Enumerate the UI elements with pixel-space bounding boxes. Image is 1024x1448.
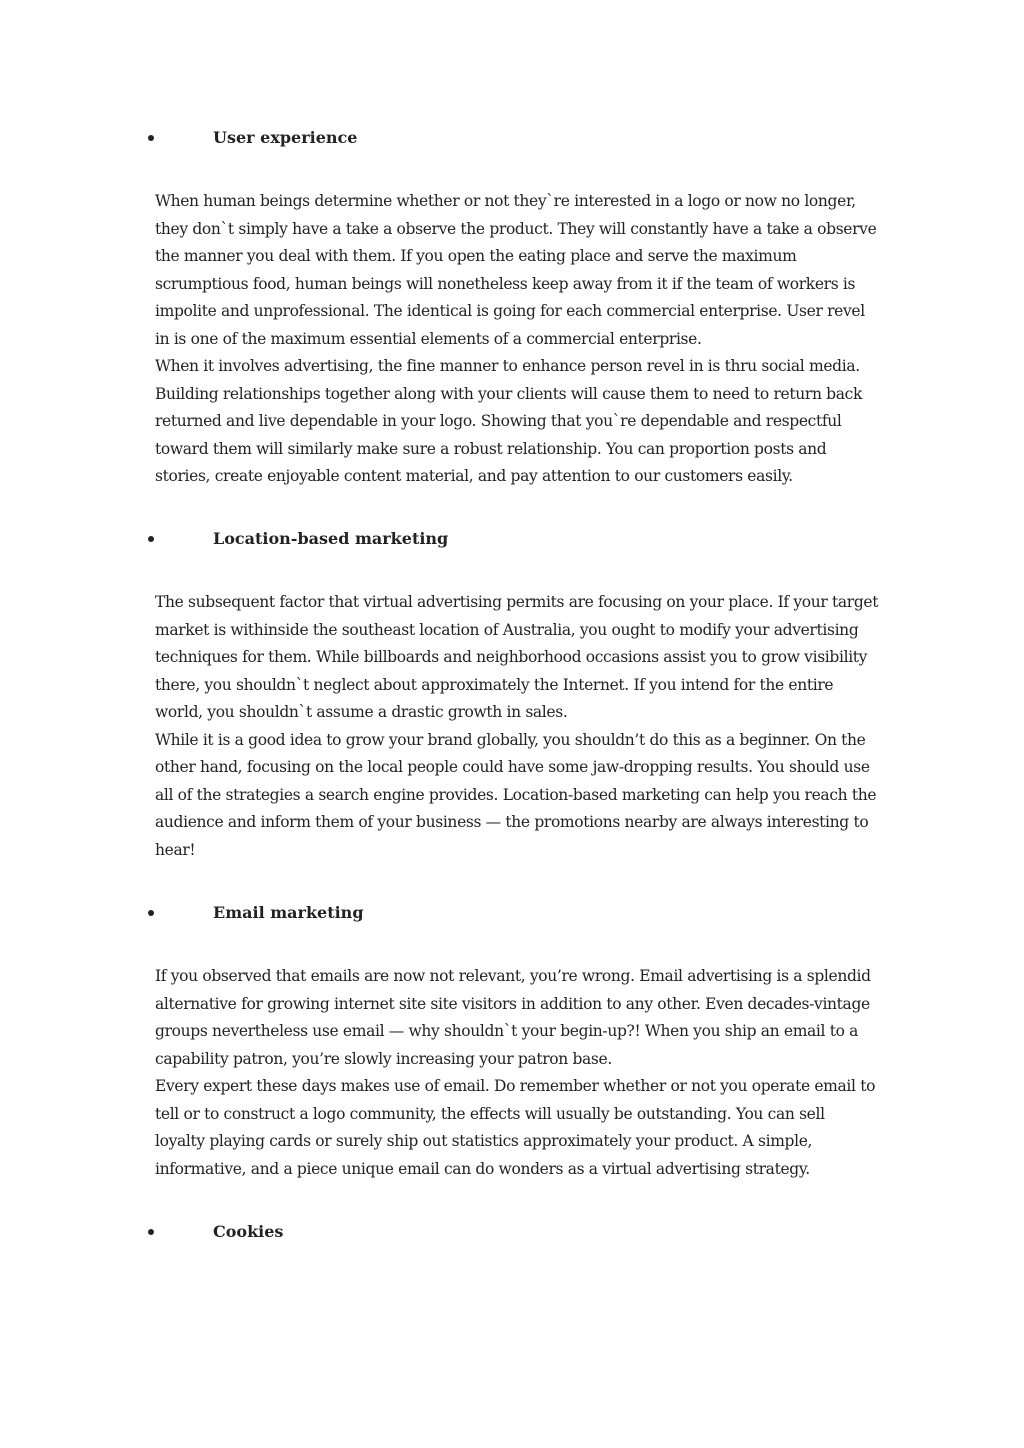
paragraph-line: alternative for growing internet site site visitors in addition to any other. Even decades-vintage bbox=[155, 994, 870, 1013]
bullet-icon bbox=[148, 910, 154, 916]
paragraph-line: impolite and unprofessional. The identical is going for each commercial enterprise. User revel bbox=[155, 302, 865, 320]
section-heading-text: User experience bbox=[213, 128, 358, 147]
paragraph-line: world, you shouldn`t assume a drastic growth in sales. bbox=[155, 703, 568, 721]
section-body-email-marketing bbox=[155, 963, 876, 1183]
paragraph-line: scrumptious food, human beings will nonetheless keep away from it if the team of workers is bbox=[155, 274, 856, 293]
section-heading-text: Location-based marketing bbox=[213, 529, 449, 548]
paragraph-line: hear! bbox=[155, 840, 196, 859]
section-heading-email-marketing bbox=[148, 898, 364, 928]
section-body-user-experience bbox=[155, 188, 877, 491]
paragraph-line: the manner you deal with them. If you open the eating place and serve the maximum bbox=[155, 247, 797, 265]
paragraph-line: informative, and a piece unique email can do wonders as a virtual advertising strategy. bbox=[155, 1159, 810, 1178]
paragraph-line: techniques for them. While billboards and neighborhood occasions assist you to grow visibility bbox=[155, 648, 868, 666]
paragraph-line: tell or to construct a logo community, the effects will usually be outstanding. You can sell bbox=[155, 1104, 825, 1123]
paragraph-line: audience and inform them of your business — the promotions nearby are always interesting to bbox=[155, 813, 869, 831]
paragraph-line: there, you shouldn`t neglect about approximately the Internet. If you intend for the entire bbox=[155, 675, 834, 694]
paragraph-line: all of the strategies a search engine provides. Location-based marketing can help you reach the bbox=[155, 785, 877, 804]
paragraph-line: returned and live dependable in your logo. Showing that you`re dependable and respectful bbox=[155, 412, 842, 430]
paragraph-line: The subsequent factor that virtual advertising permits are focusing on your place. If your target bbox=[155, 593, 879, 611]
section-heading-cookies bbox=[148, 1217, 283, 1247]
paragraph-line: When human beings determine whether or not they`re interested in a logo or now no longer, bbox=[155, 192, 856, 210]
paragraph-line: Every expert these days makes use of email. Do remember whether or not you operate email to bbox=[155, 1077, 876, 1095]
section-heading-location-based-marketing bbox=[148, 524, 448, 554]
bullet-icon bbox=[148, 135, 154, 141]
paragraph-line: groups nevertheless use email — why shouldn`t your begin-up?! When you ship an email to a bbox=[155, 1022, 859, 1040]
paragraph-line: While it is a good idea to grow your brand globally, you shouldn’t do this as a beginner. On the bbox=[155, 730, 866, 749]
paragraph-line: Building relationships together along with your clients will cause them to need to return back bbox=[155, 384, 862, 403]
paragraph-line: When it involves advertising, the fine manner to enhance person revel in is thru social media. bbox=[155, 357, 860, 375]
bullet-icon bbox=[148, 536, 154, 542]
paragraph-line: in is one of the maximum essential elements of a commercial enterprise. bbox=[155, 329, 702, 348]
paragraph-line: stories, create enjoyable content material, and pay attention to our customers easily. bbox=[155, 467, 793, 485]
paragraph-line: they don`t simply have a take a observe the product. They will constantly have a take a observe bbox=[155, 219, 877, 238]
section-heading-text: Email marketing bbox=[213, 903, 364, 922]
bullet-icon bbox=[148, 1229, 154, 1235]
paragraph-line: loyalty playing cards or surely ship out statistics approximately your product. A simple, bbox=[155, 1132, 813, 1150]
section-body-location-based-marketing bbox=[155, 589, 879, 864]
paragraph-line: capability patron, you’re slowly increasing your patron base. bbox=[155, 1049, 612, 1068]
paragraph-line: If you observed that emails are now not relevant, you’re wrong. Email advertising is a splendid bbox=[155, 967, 871, 985]
paragraph-line: other hand, focusing on the local people could have some jaw-dropping results. You should use bbox=[155, 758, 870, 776]
paragraph-line: toward them will similarly make sure a robust relationship. You can proportion posts and bbox=[155, 439, 827, 458]
paragraph-line: market is withinside the southeast location of Australia, you ought to modify your advertising bbox=[155, 620, 859, 639]
section-heading-user-experience bbox=[148, 123, 357, 153]
section-heading-text: Cookies bbox=[213, 1222, 284, 1241]
